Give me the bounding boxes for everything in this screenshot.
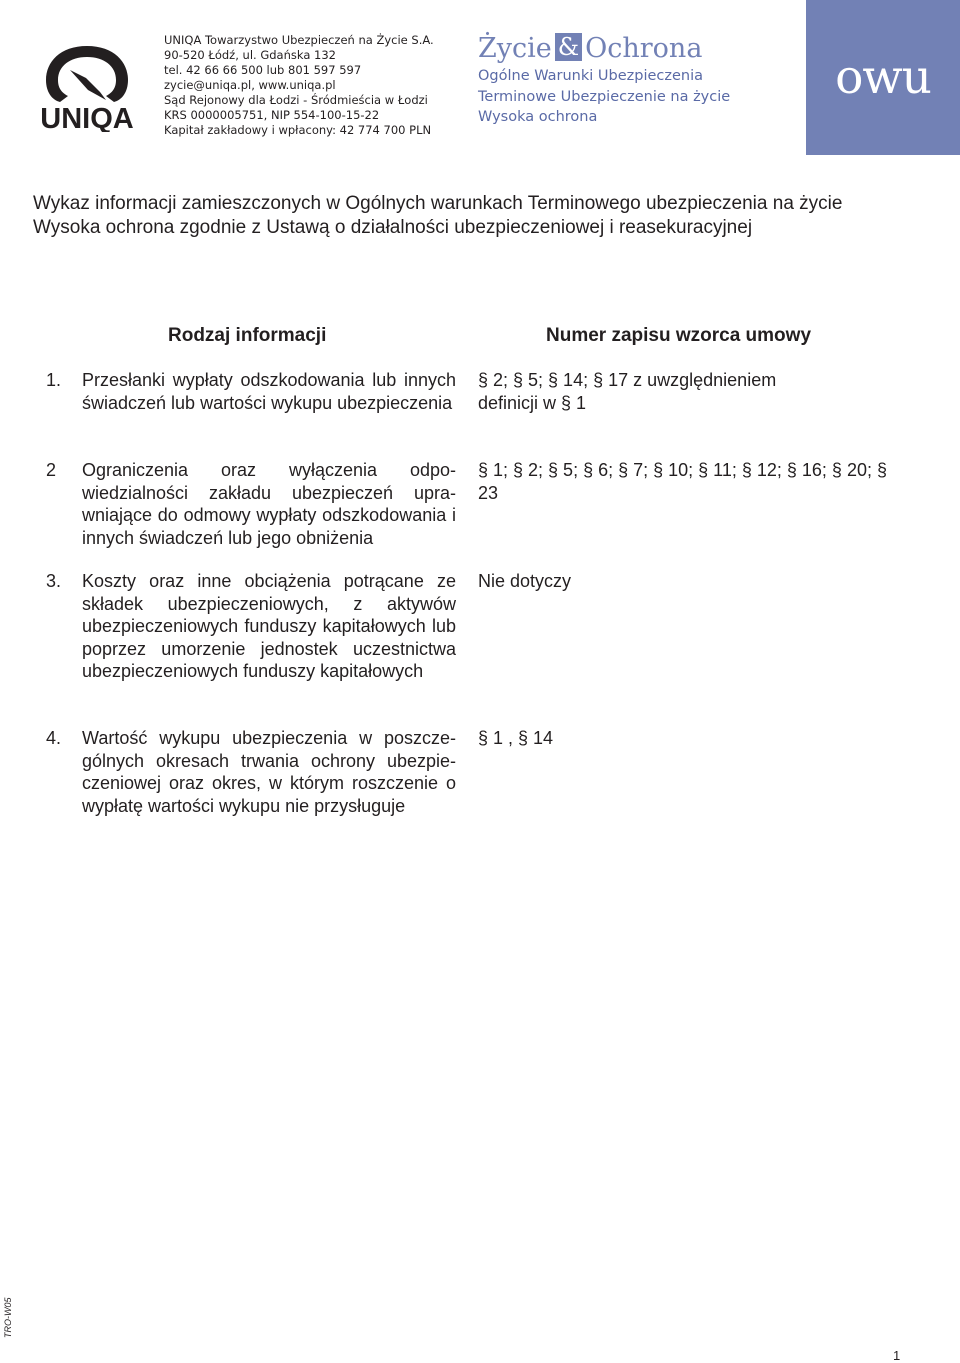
row-reference: § 1 , § 14 xyxy=(478,728,554,748)
owu-badge xyxy=(806,0,960,155)
page-number: 1 xyxy=(893,1348,901,1363)
intro-text xyxy=(33,192,913,240)
brand-left: Życie xyxy=(478,33,552,64)
row-reference: Nie dotyczy xyxy=(478,571,572,591)
uniqa-emblem-icon xyxy=(30,40,144,132)
company-court: Sąd Rejonowy dla Łodzi - Śródmieścia w Łodzi xyxy=(164,93,428,107)
logo-wordmark: UNIQA xyxy=(40,103,134,132)
owu-badge-text: owu xyxy=(835,50,931,105)
row-number: 2 xyxy=(46,460,57,480)
header-clause-number: Numer zapisu wzorca umowy xyxy=(546,325,812,346)
row-description: Wartość wykupu ubezpieczenia w poszczególnych okresach trwania ochrony ubezpieczeniowej oraz okres, w którym roszczenie o wypłatę wartości wykupu nie przysługuje xyxy=(82,728,456,816)
company-address: 90-520 Łódź, ul. Gdańska 132 xyxy=(164,48,336,62)
company-info xyxy=(164,33,434,138)
row-description: Ograniczenia oraz wyłączenia odpowiedzialności zakładu ubezpieczeń uprawniające do odmowy wypłaty odszkodowania i innych świadczeń lub jego obniżenia xyxy=(82,460,456,548)
company-phone: tel. 42 66 66 500 lub 801 597 597 xyxy=(164,63,362,77)
intro-line-1: Wykaz informacji zamieszczonych w Ogólnych warunkach Terminowego ubezpieczenia na życie xyxy=(33,193,843,214)
header-info-type: Rodzaj informacji xyxy=(168,325,327,346)
table-row xyxy=(46,459,456,549)
row-description: Przesłanki wypłaty odszkodowania lub innych świadczeń lub wartości wykupu ubezpieczenia xyxy=(82,370,456,413)
product-line-1: Ogólne Warunki Ubezpieczenia xyxy=(478,68,704,84)
company-krs: KRS 0000005751, NIP 554-100-15-22 xyxy=(164,108,380,122)
product-line-3: Wysoka ochrona xyxy=(478,109,598,125)
company-name: UNIQA Towarzystwo Ubezpieczeń na Życie S.A. xyxy=(164,33,434,47)
row-reference: § 2; § 5; § 14; § 17 z uwzględnieniem definicji w § 1 xyxy=(478,370,777,413)
intro-line-2: Wysoka ochrona zgodnie z Ustawą o działalności ubezpieczeniowej i reasekuracyjnej xyxy=(33,217,753,238)
table-row xyxy=(46,727,456,817)
row-reference: § 1; § 2; § 5; § 6; § 7; § 10; § 11; § 12; § 16; § 20; § 23 xyxy=(478,460,887,503)
company-capital: Kapitał zakładowy i wpłacony: 42 774 700 PLN xyxy=(164,123,432,137)
company-contact: zycie@uniqa.pl, www.uniqa.pl xyxy=(164,78,336,92)
brand-ampersand: & xyxy=(555,33,582,61)
uniqa-logo xyxy=(30,40,144,132)
table-row xyxy=(46,570,456,683)
product-line-2: Terminowe Ubezpieczenie na życie xyxy=(478,88,731,105)
product-title xyxy=(478,32,730,128)
row-number: 3. xyxy=(46,571,62,591)
row-description: Koszty oraz inne obciążenia potrącane ze składek ubezpieczeniowych, z aktywów ubezpieczeniowych funduszy kapitałowych lub poprzez umorzenie jednostek uczestnictwa ubezpieczeniowych funduszy kapitałowych xyxy=(82,571,456,681)
row-number: 1. xyxy=(46,370,62,390)
row-number: 4. xyxy=(46,728,62,748)
brand-right: Ochrona xyxy=(585,33,703,64)
product-brand xyxy=(478,32,730,66)
document-code: TRO-W05 xyxy=(3,1297,13,1338)
table-row xyxy=(46,369,456,414)
